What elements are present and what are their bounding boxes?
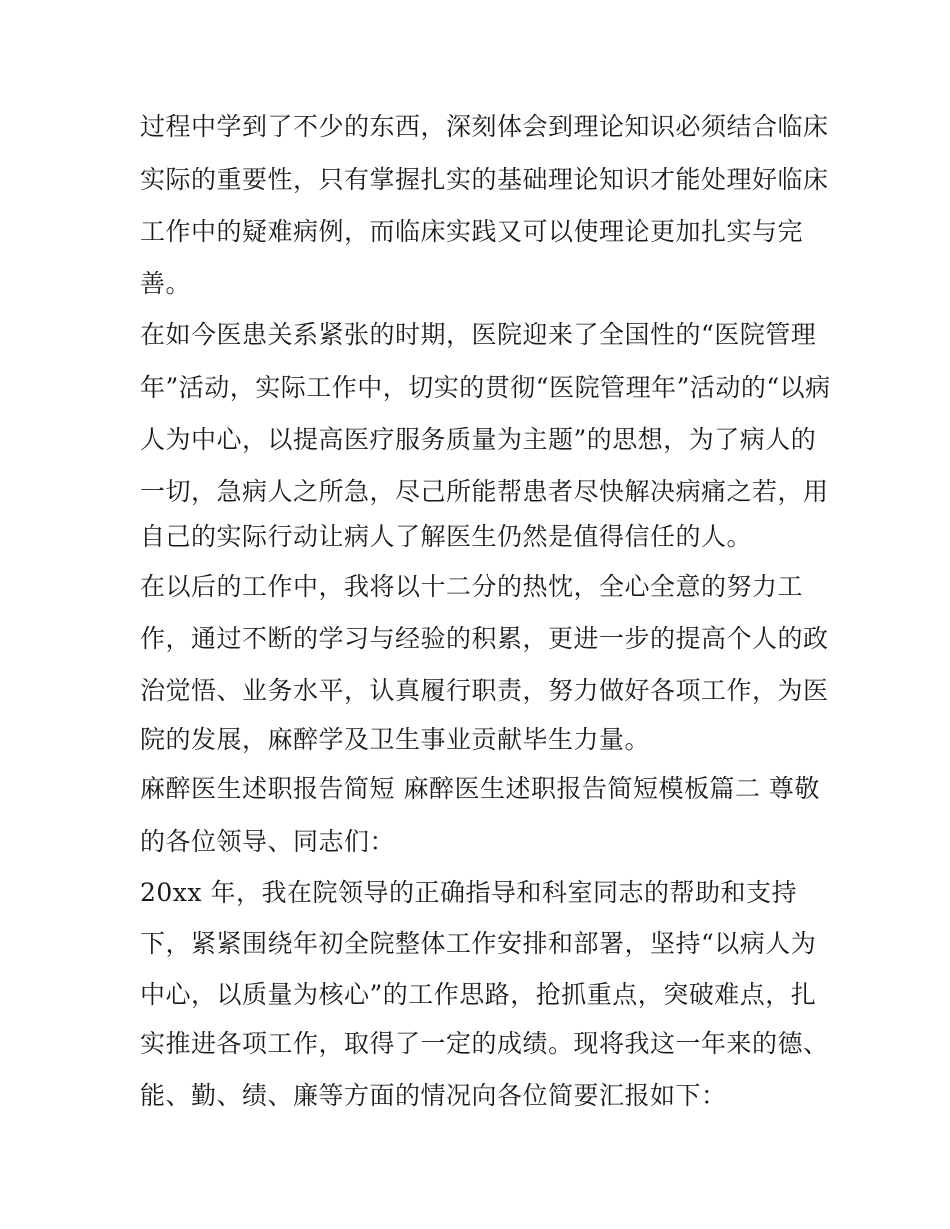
text-line: 作，通过不断的学习与经验的积累，更进一步的提高个人的政 <box>140 624 829 653</box>
text-line: 在如今医患关系紧张的时期，医院迎来了全国性的“医院管理 <box>140 320 817 349</box>
text-line: 下，紧紧围绕年初全院整体工作安排和部署，坚持“以病人为 <box>140 929 817 958</box>
text-line: 中心，以质量为核心”的工作思路，抢抓重点，突破难点，扎 <box>140 980 817 1009</box>
text-line: 工作中的疑难病例，而临床实践又可以使理论更加扎实与完 <box>140 217 804 246</box>
text-line: 人为中心，以提高医疗服务质量为主题”的思想，为了病人的 <box>140 425 817 454</box>
text-line: 过程中学到了不少的东西，深刻体会到理论知识必须结合临床 <box>140 112 829 141</box>
text-line: 在以后的工作中，我将以十二分的热忱，全心全意的努力工 <box>140 572 804 601</box>
text-line: 善。 <box>140 269 192 298</box>
text-line: 治觉悟、业务水平，认真履行职责，努力做好各项工作，为医 <box>140 676 829 705</box>
text-line: 实推进各项工作，取得了一定的成绩。现将我这一年来的德、 <box>140 1029 829 1058</box>
text-line: 麻醉医生述职报告简短 麻醉医生述职报告简短模板篇二 尊敬 <box>140 774 820 803</box>
text-line: 20xx 年，我在院领导的正确指导和科室同志的帮助和支持 <box>140 878 797 907</box>
text-line: 院的发展，麻醉学及卫生事业贡献毕生力量。 <box>140 725 651 754</box>
text-line: 一切，急病人之所急，尽己所能帮患者尽快解决病痛之若，用 <box>140 477 829 506</box>
text-line: 实际的重要性，只有掌握扎实的基础理论知识才能处理好临床 <box>140 165 829 194</box>
text-line: 的各位领导、同志们： <box>140 827 396 856</box>
text-line: 能、勤、绩、廉等方面的情况向各位简要汇报如下： <box>140 1081 727 1110</box>
text-line: 年”活动，实际工作中，切实的贯彻“医院管理年”活动的“以病 <box>140 373 831 402</box>
text-line: 自己的实际行动让病人了解医生仍然是值得信任的人。 <box>140 522 753 551</box>
